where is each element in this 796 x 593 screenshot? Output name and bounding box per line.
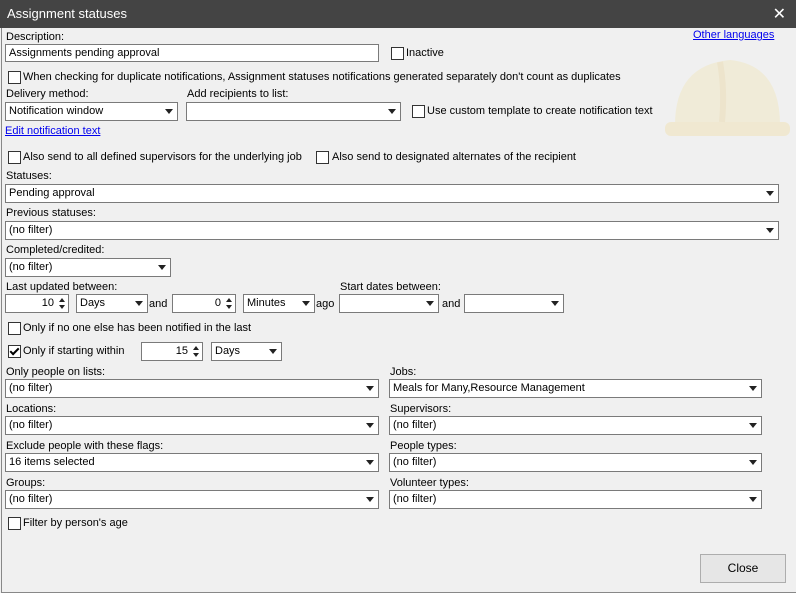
exclude-flags-value: 16 items selected <box>9 456 95 468</box>
statuses-label: Statuses: <box>6 170 52 182</box>
chevron-down-icon <box>388 109 396 114</box>
only-people-on-lists-select[interactable] <box>5 379 379 398</box>
starting-within-unit-select[interactable] <box>211 342 282 361</box>
people-types-select[interactable] <box>389 453 762 472</box>
chevron-down-icon <box>749 386 757 391</box>
supervisors-label: Supervisors: <box>390 403 452 415</box>
chevron-down-icon <box>302 301 310 306</box>
start-dates-from-select[interactable] <box>339 294 439 313</box>
previous-statuses-select[interactable] <box>5 221 779 240</box>
previous-statuses-value: (no filter) <box>9 224 53 236</box>
only-starting-within-checkbox[interactable] <box>8 345 21 358</box>
supervisors-select[interactable] <box>389 416 762 435</box>
other-languages-link[interactable]: Other languages <box>693 29 775 41</box>
duplicate-check-checkbox[interactable] <box>8 71 21 84</box>
hard-hat-watermark-icon <box>660 30 790 150</box>
last-updated-label: Last updated between: <box>6 281 118 293</box>
start-dates-and-label: and <box>442 298 461 310</box>
custom-template-label: Use custom template to create notification text <box>427 105 653 117</box>
chevron-down-icon <box>766 191 774 196</box>
spin-up-icon[interactable] <box>193 346 199 350</box>
starting-within-spinner[interactable] <box>141 342 203 361</box>
start-dates-to-select[interactable] <box>464 294 564 313</box>
volunteer-types-label: Volunteer types: <box>390 477 469 489</box>
supervisors-send-label: Also send to all defined supervisors for the underlying job <box>23 151 302 163</box>
last-updated-to-unit-value: Minutes <box>247 297 286 309</box>
filter-age-checkbox[interactable] <box>8 517 21 530</box>
duplicate-check-label: When checking for duplicate notifications, Assignment statuses notifications generated separately don't count as duplicates <box>23 71 621 83</box>
only-no-one-notified-label: Only if no one else has been notified in the last <box>23 322 252 334</box>
only-starting-within-label: Only if starting within <box>23 345 125 357</box>
chevron-down-icon <box>366 497 374 502</box>
locations-label: Locations: <box>6 403 57 415</box>
statuses-value: Pending approval <box>9 187 95 199</box>
last-updated-from-unit-value: Days <box>80 297 106 309</box>
last-updated-to-spinner[interactable] <box>172 294 236 313</box>
spin-down-icon[interactable] <box>59 305 65 309</box>
last-updated-from-spinner[interactable] <box>5 294 69 313</box>
last-updated-ago-label: ago <box>316 298 335 310</box>
exclude-flags-select[interactable] <box>5 453 379 472</box>
spin-down-icon[interactable] <box>193 353 199 357</box>
chevron-down-icon <box>749 497 757 502</box>
chevron-down-icon <box>749 423 757 428</box>
inactive-label: Inactive <box>406 47 444 59</box>
starting-within-value: 15 <box>175 345 188 357</box>
spin-up-icon[interactable] <box>226 298 232 302</box>
previous-statuses-label: Previous statuses: <box>6 207 96 219</box>
completed-credited-select[interactable] <box>5 258 171 277</box>
locations-value: (no filter) <box>9 419 53 431</box>
inactive-checkbox[interactable] <box>391 47 404 60</box>
volunteer-types-select[interactable] <box>389 490 762 509</box>
exclude-flags-label: Exclude people with these flags: <box>6 440 164 452</box>
last-updated-from-value: 10 <box>41 297 54 309</box>
filter-age-label: Filter by person's age <box>23 517 128 529</box>
people-types-value: (no filter) <box>393 456 437 468</box>
close-icon[interactable]: ✕ <box>772 6 786 23</box>
groups-label: Groups: <box>6 477 46 489</box>
description-input[interactable]: Assignments pending approval <box>5 44 379 62</box>
supervisors-value: (no filter) <box>393 419 437 431</box>
last-updated-to-unit-select[interactable] <box>243 294 315 313</box>
supervisors-send-checkbox[interactable] <box>8 151 21 164</box>
spin-down-icon[interactable] <box>226 305 232 309</box>
groups-select[interactable] <box>5 490 379 509</box>
statuses-select[interactable] <box>5 184 779 203</box>
add-recipients-label: Add recipients to list: <box>187 88 289 100</box>
start-dates-label: Start dates between: <box>340 281 441 293</box>
locations-select[interactable] <box>5 416 379 435</box>
add-recipients-select[interactable] <box>186 102 401 121</box>
description-label: Description: <box>6 31 65 43</box>
delivery-method-value: Notification window <box>9 105 104 117</box>
only-people-on-lists-label: Only people on lists: <box>6 366 106 378</box>
jobs-select[interactable] <box>389 379 762 398</box>
chevron-down-icon <box>366 423 374 428</box>
groups-value: (no filter) <box>9 493 53 505</box>
chevron-down-icon <box>158 265 166 270</box>
completed-credited-label: Completed/credited: <box>6 244 105 256</box>
volunteer-types-value: (no filter) <box>393 493 437 505</box>
chevron-down-icon <box>135 301 143 306</box>
chevron-down-icon <box>366 386 374 391</box>
alternates-send-checkbox[interactable] <box>316 151 329 164</box>
only-people-on-lists-value: (no filter) <box>9 382 53 394</box>
delivery-method-select[interactable] <box>5 102 178 121</box>
spin-up-icon[interactable] <box>59 298 65 302</box>
chevron-down-icon <box>366 460 374 465</box>
starting-within-unit-value: Days <box>215 345 241 357</box>
chevron-down-icon <box>551 301 559 306</box>
edit-notification-text-link[interactable]: Edit notification text <box>5 125 101 137</box>
jobs-label: Jobs: <box>390 366 417 378</box>
last-updated-from-unit-select[interactable] <box>76 294 148 313</box>
alternates-send-label: Also send to designated alternates of the recipient <box>332 151 576 163</box>
delivery-method-label: Delivery method: <box>6 88 89 100</box>
title-bar <box>0 0 796 28</box>
chevron-down-icon <box>269 349 277 354</box>
chevron-down-icon <box>749 460 757 465</box>
only-no-one-notified-checkbox[interactable] <box>8 322 21 335</box>
chevron-down-icon <box>165 109 173 114</box>
completed-credited-value: (no filter) <box>9 261 53 273</box>
last-updated-and-label: and <box>149 298 168 310</box>
chevron-down-icon <box>426 301 434 306</box>
jobs-value: Meals for Many,Resource Management <box>393 382 585 394</box>
people-types-label: People types: <box>390 440 457 452</box>
last-updated-to-value: 0 <box>214 297 221 309</box>
chevron-down-icon <box>766 228 774 233</box>
window-title: Assignment statuses <box>7 6 127 21</box>
close-button[interactable]: Close <box>700 554 786 583</box>
custom-template-checkbox[interactable] <box>412 105 425 118</box>
